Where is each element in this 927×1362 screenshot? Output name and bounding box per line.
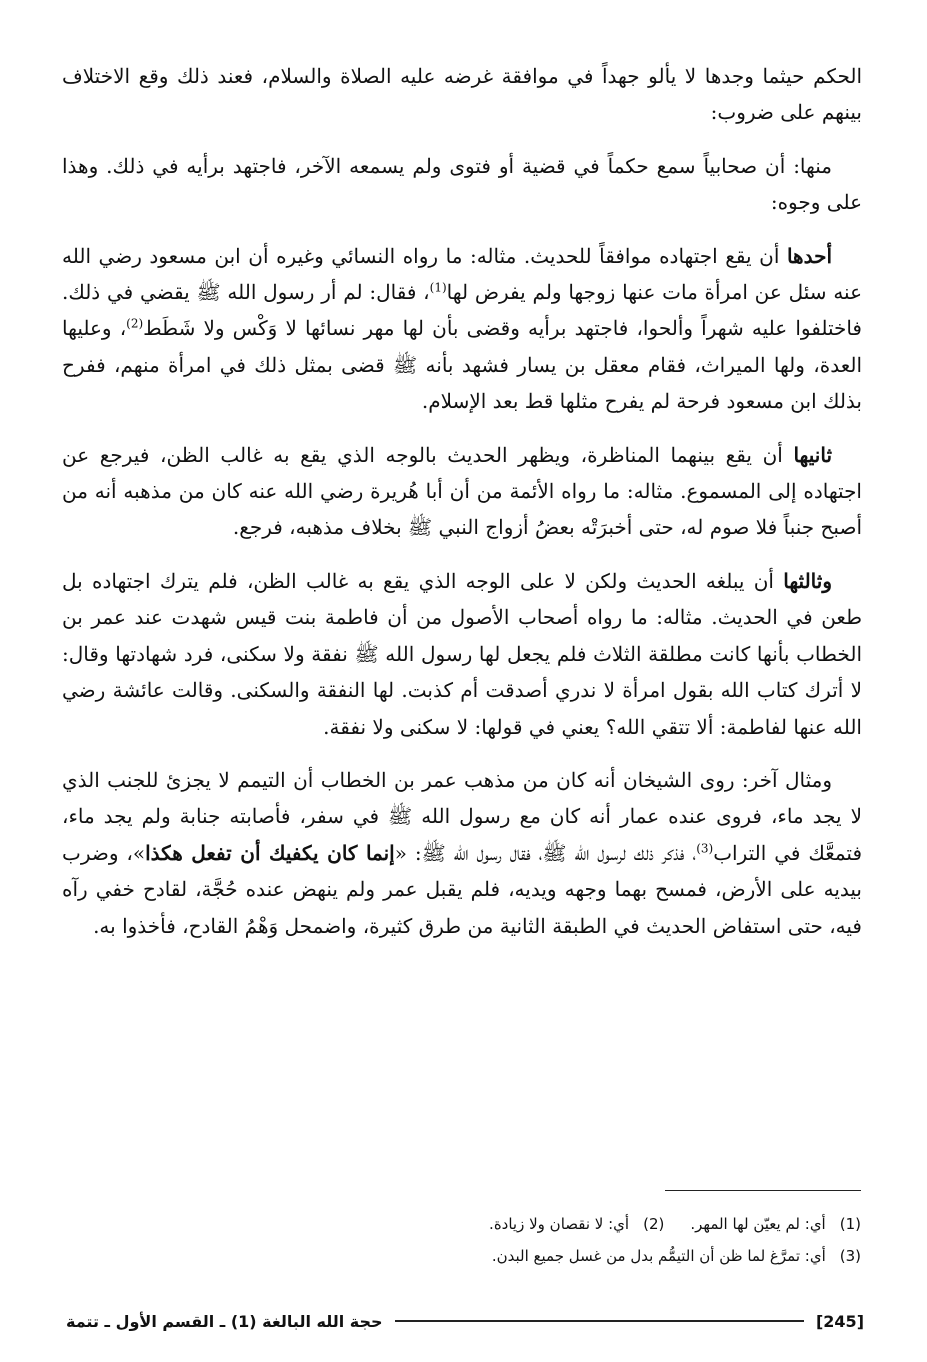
paragraph-text: أن يقع اجتهاده موافقاً للحديث. مثاله: ما رواه النسائي وغيره أن ابن مسعود رضي الله عنه سئل عن امرأة مات عنها زوجها ولم يفرض لها <box>62 243 863 305</box>
footnote-number: (1) <box>839 1215 861 1233</box>
paragraph-text: ومثال آخر: روى الشيخان أنه كان من مذهب عمر بن الخطاب أن التيمم لا يجزئ للجنب الذي لا يجد ماء، فروى عنده عمار أنه كان مع رسول الله ﷺ في سفر، فأصابته جنابة ولم يجد ماء، فتمعَّك في التراب <box>62 767 863 865</box>
paragraph-text: أن يبلغه الحديث ولكن لا على الوجه الذي يقع به غالب الظن، فلم يترك اجتهاده بل طعن في الحديث. مثاله: ما رواه أصحاب الأصول من أن فاطمة بنت قيس شهدت عند عمر بن الخطاب بأنها كانت مطلقة الثلاث فلم يجعل لها رسول الله ﷺ نفقة ولا سكنى، فرد شهادتها وقال: لا أترك كتاب الله بقول امرأة لا ندري أصدقت أم كذبت. لها النفقة والسكنى. وقالت عائشة رضي الله عنها لفاطمة: ألا تتقي الله؟ يعني في قولها: لا سكنى ولا نفقة. <box>62 568 862 739</box>
paragraph-text: ، فقال: لم أر رسول الله ﷺ يقضي في ذلك. فاختلفوا عليه شهراً وألحوا، فاجتهد برأيه وقضى بأن لها مهر نسائها لا وَكْس ولا شَطَط <box>62 280 862 341</box>
paragraph-first-case <box>62 238 862 420</box>
paragraph-lead: وثالثها <box>783 568 832 593</box>
main-text <box>62 58 862 961</box>
paragraph-text: الحكم حيثما وجدها لا يألو جهداً في موافقة غرضه عليه الصلاة والسلام، فعند ذلك وقع الاختلاف بينهم على ضروب: <box>62 64 862 125</box>
footnote-ref-2[interactable]: (2) <box>126 316 144 331</box>
paragraph-text: منها: أن صحابياً سمع حكماً في قضية أو فتوى ولم يسمعه الآخر، فاجتهد برأيه في ذلك. وهذا على وجوه: <box>62 153 862 215</box>
footnote-separator <box>665 1190 861 1191</box>
running-title: حجة الله البالغة (1) ـ القسم الأول ـ تتمة <box>66 1311 383 1331</box>
footnote-ref-3[interactable]: (3) <box>696 841 714 856</box>
paragraph-lead: أحدها <box>786 243 832 268</box>
page-number: [245] <box>815 1311 864 1331</box>
footnote-3 <box>492 1240 861 1272</box>
footnote-ref-1[interactable]: (1) <box>429 280 447 295</box>
paragraph-second-case <box>62 437 862 546</box>
footnote-1 <box>690 1208 861 1240</box>
paragraph-text: أن يقع بينهما المناظرة، ويظهر الحديث بالوجه الذي يقع به غالب الظن، فيرجع عن اجتهاده إلى المسموع. مثاله: ما رواه الأئمة من أن أبا هُريرة رضي الله عنه كان من مذهبه أنه من أصبح جنباً فلا صوم له، حتى أخبرَتْه بعضُ أزواج النبي ﷺ بخلاف مذهبه، فرجع. <box>62 442 862 540</box>
footnotes <box>101 1208 861 1272</box>
paragraph-another-example <box>62 762 862 944</box>
paragraph-minha <box>62 148 862 221</box>
paragraph-intro <box>62 58 862 131</box>
paragraph-third-case <box>62 563 862 745</box>
footnote-text: أي: لم يعيّن لها المهر. <box>690 1215 826 1233</box>
footnote-number: (3) <box>839 1247 861 1265</box>
footnote-2 <box>489 1208 664 1240</box>
paragraph-text: ، فذكر ذلك لرسول الله ﷺ، فقال رسول الله ﷺ: « <box>394 840 697 865</box>
hadith-quote: إنما كان يكفيك أن تفعل هكذا <box>145 840 395 865</box>
footnote-row <box>101 1208 861 1240</box>
footnote-number: (2) <box>643 1215 665 1233</box>
paragraph-text: ، وعليها العدة، ولها الميراث، فقام معقل بن يسار فشهد بأنه ﷺ قضى بمثل ذلك في امرأة منهم، ففرح بذلك ابن مسعود فرحة لم يفرح مثلها قط بعد الإسلام. <box>62 316 862 414</box>
page-footer <box>66 1306 864 1336</box>
footnote-text: أي: تمرَّغ لما ظن أن التيمُّم بدل من غسل جميع البدن. <box>491 1247 826 1265</box>
paragraph-lead: ثانيها <box>793 442 833 467</box>
footnote-row <box>101 1240 861 1272</box>
footer-rule <box>395 1320 804 1322</box>
paragraph-text: »، وضرب بيديه على الأرض، فمسح بهما وجهه ويديه، فلم يقبل عمر ولم ينهض عنده حُجَّة، لقادح خفي رآه فيه، حتى استفاض الحديث في الطبقة الثانية من طرق كثيرة، واضمحل وَهْمُ القادح، فأخذوا به. <box>62 840 862 938</box>
footnote-text: أي: لا نقصان ولا زيادة. <box>489 1215 630 1233</box>
